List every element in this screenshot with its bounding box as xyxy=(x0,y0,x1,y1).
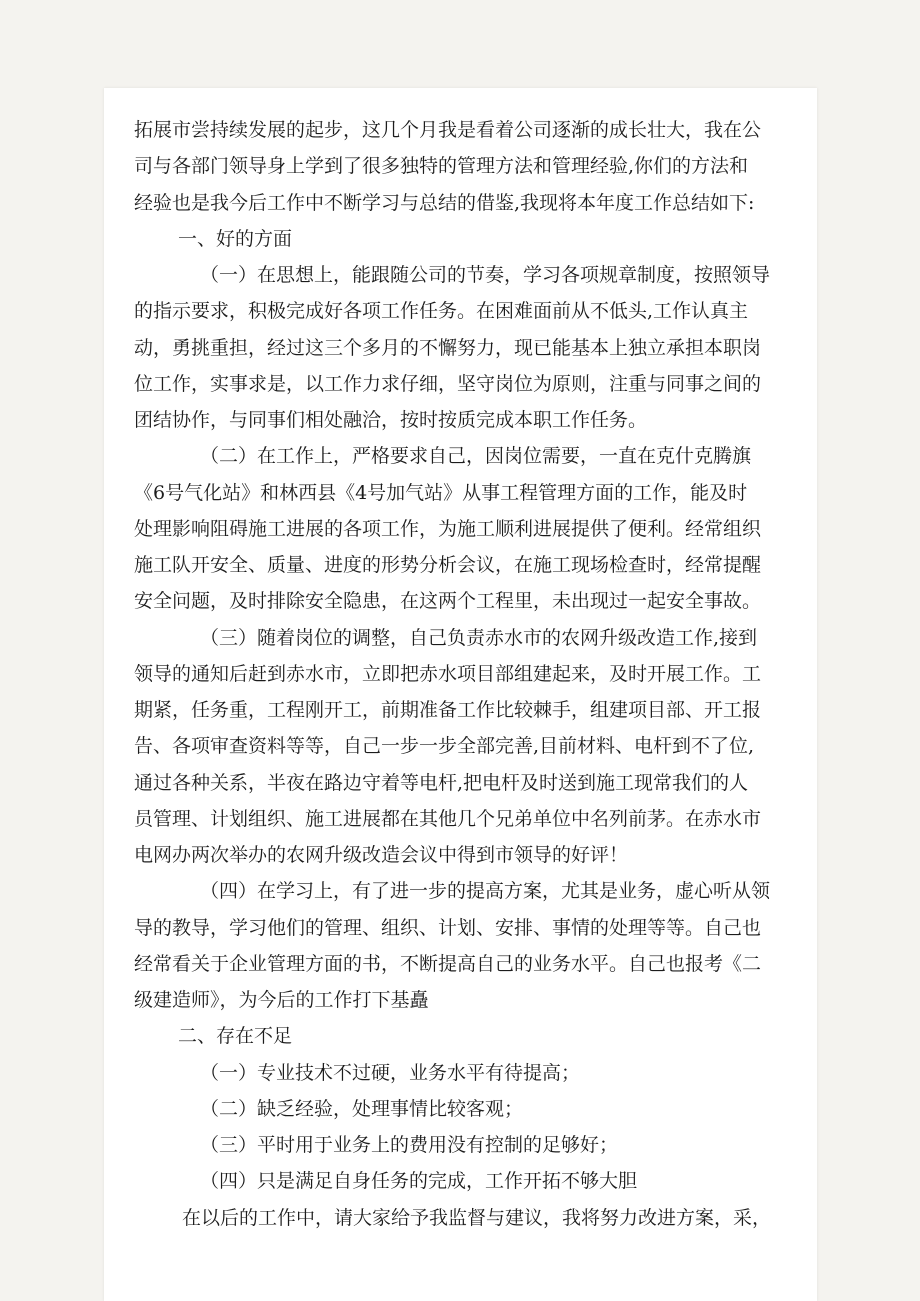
text-line: 经常看关于企业管理方面的书，不断提高自己的业务水平。自己也报考《二 xyxy=(134,952,762,975)
text-line: 领导的通知后赶到赤水市，立即把赤水项目部组建起来，及时开展工作。工 xyxy=(134,662,762,685)
paragraph-start: （一）在思想上，能跟随公司的节奏，学习各项规章制度，按照领导 xyxy=(200,264,771,286)
text-line: 告、各项审查资料等等，自己一步一步全部完善,目前材料、电杆到不了位, xyxy=(134,735,755,758)
text-line: 《6号气化站》和林西县《4号加气站》从事工程管理方面的工作，能及时 xyxy=(134,481,748,504)
text-line: 的指示要求，积极完成好各项工作任务。在困难面前从不低头,工作认真主 xyxy=(134,300,749,323)
text-line: 拓展市尝持续发展的起步，这几个月我是看着公司逐渐的成长壮大，我在公 xyxy=(134,119,762,141)
paragraph-start: （四）在学习上，有了进一步的提高方案，尤其是业务，虚心听从领 xyxy=(200,880,771,903)
text-line: 电网办两次举办的农网升级改造会议中得到市领导的好评！ xyxy=(134,844,629,866)
document-body xyxy=(134,112,802,1236)
text-line: 经验也是我今后工作中不断学习与总结的借鉴,我现将本年度工作总结如下: xyxy=(134,191,755,214)
text-line: 员管理、计划组织、施工进展都在其他几个兄弟单位中名列前茅。在赤水市 xyxy=(134,807,762,830)
text-line: 安全问题，及时排除安全隐患，在这两个工程里，未出现过一起安全事故。 xyxy=(134,590,762,613)
text-line: 动，勇挑重担，经过这三个多月的不懈努力，现已能基本上独立承担本职岗 xyxy=(134,336,762,359)
text-line: 通过各种关系，半夜在路边守着等电杆,把电杆及时送到施工现常我们的人 xyxy=(134,771,749,794)
text-line: 期紧，任务重，工程刚开工，前期准备工作比较棘手，组建项目部、开工报 xyxy=(134,699,762,721)
list-item: （一）专业技术不过硬，业务水平有待提高； xyxy=(200,1061,581,1084)
document-page xyxy=(104,88,817,1301)
text-line: 位工作，实事求是，以工作力求仔细，坚守岗位为原则，注重与同事之间的 xyxy=(134,372,762,395)
text-line: 司与各部门领导身上学到了很多独特的管理方法和管理经验,你们的方法和 xyxy=(134,155,749,178)
list-item: （四）只是满足自身任务的完成，工作开拓不够大胆 xyxy=(200,1170,638,1193)
paragraph-start: 在以后的工作中，请大家给予我监督与建议，我将努力改进方案，采， xyxy=(182,1206,772,1229)
section-heading-good-aspects: 一、好的方面 xyxy=(178,227,293,250)
paragraph-start: （三）随着岗位的调整，自己负责赤水市的农网升级改造工作,接到 xyxy=(200,626,758,649)
list-item: （二）缺乏经验，处理事情比较客观； xyxy=(200,1097,524,1120)
list-item: （三）平时用于业务上的费用没有控制的足够好； xyxy=(200,1134,619,1156)
paragraph-start: （二）在工作上，严格要求自己，因岗位需要，一直在克什克腾旗 xyxy=(200,445,752,468)
text-line: 处理影响阻碍施工进展的各项工作，为施工顺利进展提供了便利。经常组织 xyxy=(134,517,762,540)
text-line: 团结协作，与同事们相处融洽，按时按质完成本职工作任务。 xyxy=(134,409,648,431)
text-line: 施工队开安全、质量、进度的形势分析会议，在施工现场检查时，经常提醒 xyxy=(134,554,762,576)
text-line: 级建造师》，为今后的工作打下基矗 xyxy=(134,989,429,1011)
text-line: 导的教导，学习他们的管理、组织、计划、安排、事情的处理等等。自己也 xyxy=(134,916,762,939)
section-heading-shortcomings: 二、存在不足 xyxy=(178,1025,293,1048)
